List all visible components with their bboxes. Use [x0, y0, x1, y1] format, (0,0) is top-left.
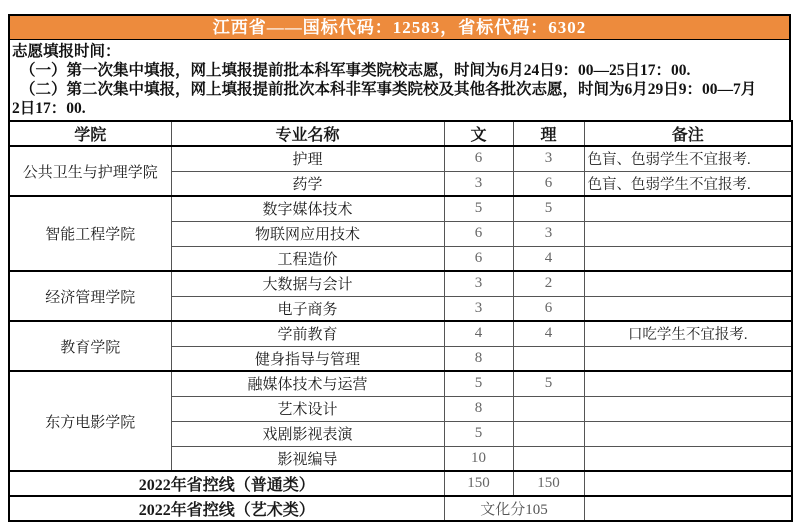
major-cell: 艺术设计: [171, 396, 444, 421]
liberal-arts-quota-cell: 8: [444, 346, 513, 371]
major-cell: 影视编导: [171, 446, 444, 471]
liberal-arts-quota-cell: 4: [444, 321, 513, 346]
liberal-arts-control-line-cell: 150: [444, 471, 513, 496]
liberal-arts-quota-cell: 10: [444, 446, 513, 471]
column-header-4: 备注: [584, 121, 792, 146]
major-cell: 药学: [171, 171, 444, 196]
science-quota-cell: [513, 421, 584, 446]
liberal-arts-quota-cell: 8: [444, 396, 513, 421]
remark-cell: [584, 421, 792, 446]
liberal-arts-quota-cell: 3: [444, 271, 513, 296]
table-header-row: [9, 121, 792, 146]
science-quota-cell: 5: [513, 196, 584, 221]
college-cell: 教育学院: [9, 321, 171, 371]
science-control-line-cell: 150: [513, 471, 584, 496]
liberal-arts-quota-cell: 3: [444, 171, 513, 196]
notice-line: （二）第二次集中填报，网上填报提前批次本科非军事类院校及其他各批次志愿，时间为6月29日9：00—7月: [20, 81, 757, 98]
major-cell: 戏剧影视表演: [171, 421, 444, 446]
table-row: [9, 146, 792, 171]
science-quota-cell: 2: [513, 271, 584, 296]
liberal-arts-quota-cell: 5: [444, 421, 513, 446]
major-cell: 数字媒体技术: [171, 196, 444, 221]
science-quota-cell: [513, 446, 584, 471]
control-line-label-cell: 2022年省控线（普通类）: [9, 471, 444, 496]
province-header-bar: [8, 14, 791, 40]
major-cell: 学前教育: [171, 321, 444, 346]
major-cell: 护理: [171, 146, 444, 171]
summary-row: [9, 471, 792, 496]
control-line-label-cell: 2022年省控线（艺术类）: [9, 496, 444, 521]
liberal-arts-quota-cell: 6: [444, 221, 513, 246]
column-header-1: 专业名称: [171, 121, 444, 146]
science-quota-cell: 4: [513, 321, 584, 346]
remark-cell: [584, 296, 792, 321]
remark-cell: [584, 446, 792, 471]
remark-cell: 色盲、色弱学生不宜报考.: [584, 171, 792, 196]
table-row: [9, 371, 792, 396]
college-cell: 经济管理学院: [9, 271, 171, 321]
remark-cell: [584, 496, 792, 521]
table-row: [9, 321, 792, 346]
liberal-arts-quota-cell: 6: [444, 246, 513, 271]
notice-line: 2日17：00.: [12, 100, 86, 117]
province-title: 江西省——国标代码：12583，省标代码：6302: [212, 18, 587, 37]
remark-cell: [584, 221, 792, 246]
liberal-arts-quota-cell: 5: [444, 196, 513, 221]
remark-cell: [584, 271, 792, 296]
control-line-score-cell: 文化分105: [444, 496, 584, 521]
remark-cell: [584, 246, 792, 271]
application-time-notice: [8, 40, 791, 120]
column-header-2: 文: [444, 121, 513, 146]
liberal-arts-quota-cell: 6: [444, 146, 513, 171]
science-quota-cell: 3: [513, 146, 584, 171]
science-quota-cell: [513, 396, 584, 421]
notice-line: 志愿填报时间：: [12, 43, 121, 60]
college-cell: 智能工程学院: [9, 196, 171, 271]
college-cell: 东方电影学院: [9, 371, 171, 471]
remark-cell: [584, 346, 792, 371]
major-cell: 大数据与会计: [171, 271, 444, 296]
major-cell: 物联网应用技术: [171, 221, 444, 246]
remark-cell: [584, 196, 792, 221]
column-header-3: 理: [513, 121, 584, 146]
major-cell: 电子商务: [171, 296, 444, 321]
science-quota-cell: 6: [513, 296, 584, 321]
remark-cell: [584, 396, 792, 421]
admission-plan-table: [8, 120, 793, 522]
major-cell: 工程造价: [171, 246, 444, 271]
remark-cell: 色盲、色弱学生不宜报考.: [584, 146, 792, 171]
major-cell: 融媒体技术与运营: [171, 371, 444, 396]
science-quota-cell: 5: [513, 371, 584, 396]
table-row: [9, 196, 792, 221]
remark-cell: 口吃学生不宜报考.: [584, 321, 792, 346]
summary-row: [9, 496, 792, 521]
table-row: [9, 271, 792, 296]
column-header-0: 学院: [9, 121, 171, 146]
remark-cell: [584, 471, 792, 496]
science-quota-cell: 3: [513, 221, 584, 246]
document-content: [8, 14, 791, 522]
liberal-arts-quota-cell: 3: [444, 296, 513, 321]
liberal-arts-quota-cell: 5: [444, 371, 513, 396]
college-cell: 公共卫生与护理学院: [9, 146, 171, 196]
science-quota-cell: 6: [513, 171, 584, 196]
notice-line: （一）第一次集中填报，网上填报提前批本科军事类院校志愿，时间为6月24日9：00—25日17：00.: [20, 62, 691, 79]
science-quota-cell: [513, 346, 584, 371]
remark-cell: [584, 371, 792, 396]
major-cell: 健身指导与管理: [171, 346, 444, 371]
science-quota-cell: 4: [513, 246, 584, 271]
